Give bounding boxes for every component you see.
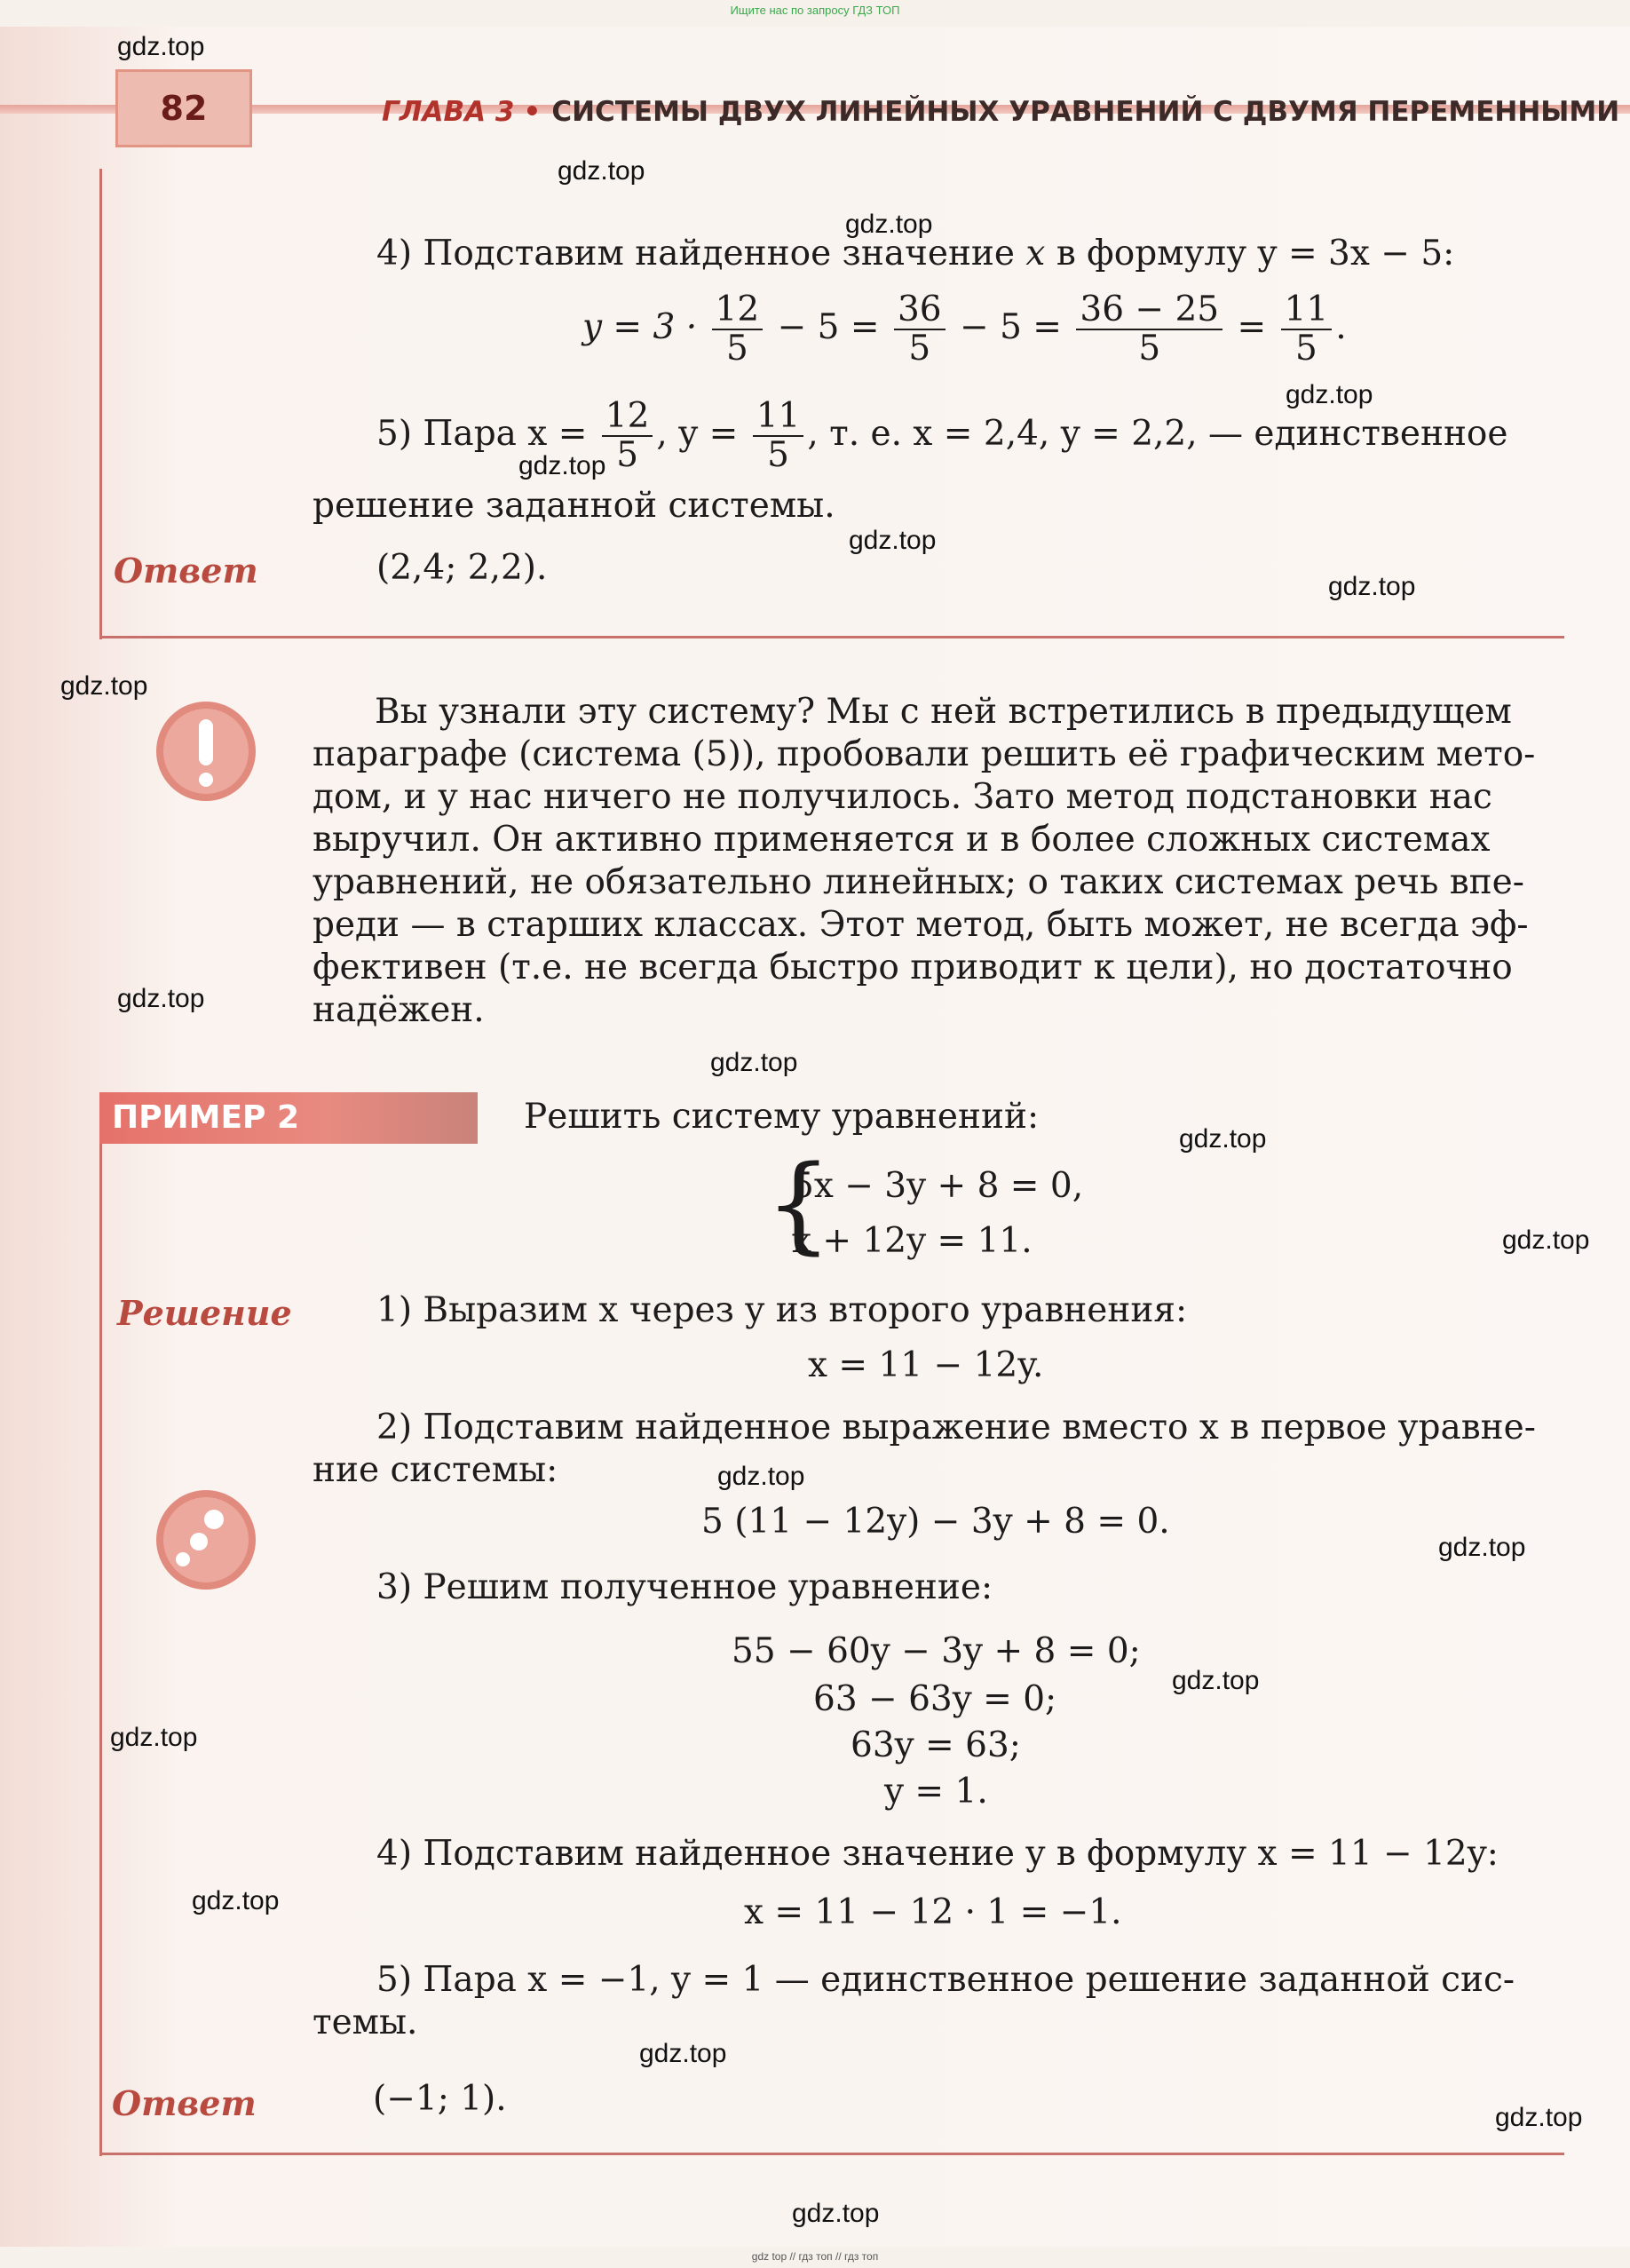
ex2-step3: 3) Решим полученное уравнение: [376, 1567, 993, 1607]
watermark: gdz.top [192, 1886, 280, 1915]
watermark: gdz.top [710, 1048, 798, 1077]
fraction: $\frac{12}{5}$ [602, 398, 653, 474]
note-line: параграфе (система (5)), пробовали решить её графическим мето- [313, 734, 1536, 774]
top-note: Ищите нас по запросу ГДЗ ТОП [730, 4, 900, 17]
dots-icon [156, 1490, 256, 1590]
watermark: gdz.top [558, 156, 645, 186]
note-line: фективен (т.е. не всегда быстро приводит к цели), но достаточно [313, 948, 1513, 987]
answer-label: Ответ [112, 2083, 257, 2123]
ex2-step4: 4) Подставим найденное значение y в формулу x = 11 − 12y: [376, 1834, 1499, 1874]
watermark: gdz.top [639, 2039, 727, 2068]
ex2-step3-line: y = 1. [884, 1772, 988, 1812]
ex2-step4-formula: x = 11 − 12 · 1 = −1. [744, 1892, 1122, 1932]
ex1-step5: 5) Пара x = $\frac{12}{5}$ , y = $\frac{11}{5}$ , т. е. x = 2,4, y = 2,2, — единственное [376, 396, 1508, 475]
watermark: gdz.top [117, 984, 205, 1013]
solution-label: Решение [117, 1293, 292, 1333]
ex2-step3-line: 63y = 63; [851, 1725, 1021, 1765]
chapter-label: ГЛАВА 3 [382, 96, 515, 128]
page-number: 82 [115, 69, 252, 147]
watermark: gdz.top [717, 1462, 805, 1491]
note-line: дом, и у нас ничего не получилось. Зато метод подстановки нас [313, 777, 1492, 817]
note-line: Вы узнали эту систему? Мы с ней встретились в предыдущем [375, 692, 1512, 732]
system-brace: { [765, 1142, 833, 1265]
ex2-answer: (−1; 1). [373, 2079, 507, 2119]
note-line: надёжен. [313, 990, 485, 1030]
watermark: gdz.top [518, 451, 606, 480]
chapter-title: СИСТЕМЫ ДВУХ ЛИНЕЙНЫХ УРАВНЕНИЙ С ДВУМЯ ПЕРЕМЕННЫМИ [551, 96, 1620, 128]
ex2-step3-line: 55 − 60y − 3y + 8 = 0; [732, 1631, 1141, 1671]
watermark: gdz.top [110, 1723, 198, 1752]
watermark: gdz.top [1495, 2103, 1583, 2132]
ex2-step2-line1: 2) Подставим найденное выражение вместо x в первое уравне- [376, 1408, 1536, 1447]
ex2-task: Решить систему уравнений: [524, 1097, 1040, 1137]
watermark: gdz.top [1172, 1666, 1260, 1695]
fraction: $\frac{36}{5}$ [894, 291, 946, 368]
watermark: gdz.top [845, 210, 933, 239]
fraction: $\frac{11}{5}$ [1281, 291, 1333, 368]
note-line: реди — в старших классах. Этот метод, быть может, не всегда эф- [313, 905, 1529, 945]
watermark: gdz.top [1438, 1533, 1526, 1562]
ex2-step2-line2: ние системы: [313, 1450, 558, 1490]
watermark: gdz.top [1286, 380, 1373, 409]
watermark: gdz.top [1502, 1225, 1590, 1255]
ex2-step5-line2: темы. [313, 2002, 418, 2042]
chapter-header [382, 96, 1619, 128]
note-line: уравнений, не обязательно линейных; о таких системах речь впе- [313, 862, 1524, 902]
frame-left-rule [99, 169, 102, 639]
example-2-band: ПРИМЕР 2 [99, 1092, 478, 1144]
ex2-step5-line1: 5) Пара x = −1, y = 1 — единственное решение заданной сис- [376, 1960, 1515, 2000]
watermark: gdz.top [117, 32, 205, 61]
ex1-calc: y = 3 · $\frac{12}{5}$ − 5 = $\frac{36}{5}$ − 5 = $\frac{36 - 25}{5}$ = $\frac{11}{5}$ . [582, 289, 1347, 369]
note-line: выручил. Он активно применяется и в более сложных системах [313, 820, 1491, 860]
watermark: gdz.top [849, 526, 937, 555]
frame-bottom-rule [99, 2153, 1564, 2155]
frame-left-rule [99, 1144, 102, 2156]
bullet-icon: • [523, 96, 542, 128]
frame-bottom-rule [99, 636, 1564, 638]
ex2-step1: 1) Выразим x через y из второго уравнения: [376, 1290, 1188, 1330]
fraction: $\frac{12}{5}$ [712, 291, 764, 368]
fraction: $\frac{36 - 25}{5}$ [1076, 291, 1222, 368]
ex2-step3-line: 63 − 63y = 0; [813, 1679, 1057, 1719]
watermark: gdz.top [792, 2199, 880, 2228]
bottom-note: gdz top // гдз топ // гдз топ [751, 2250, 879, 2263]
ex2-step2-formula: 5 (11 − 12y) − 3y + 8 = 0. [701, 1502, 1170, 1542]
ex1-step5-line2: решение заданной системы. [313, 486, 835, 526]
answer-label: Ответ [114, 551, 258, 591]
exclamation-icon [156, 702, 256, 801]
ex2-eq2: x + 12y = 11. [792, 1221, 1033, 1261]
fraction: $\frac{11}{5}$ [753, 398, 804, 474]
ex2-eq1: 5x − 3y + 8 = 0, [792, 1166, 1084, 1206]
watermark: gdz.top [1179, 1124, 1267, 1154]
ex1-step4: 4) Подставим найденное значение x в формулу y = 3x − 5: [376, 234, 1455, 274]
ex1-answer: (2,4; 2,2). [376, 548, 548, 588]
ex2-step1-formula: x = 11 − 12y. [808, 1345, 1044, 1385]
watermark: gdz.top [1328, 572, 1416, 601]
watermark: gdz.top [60, 671, 148, 701]
